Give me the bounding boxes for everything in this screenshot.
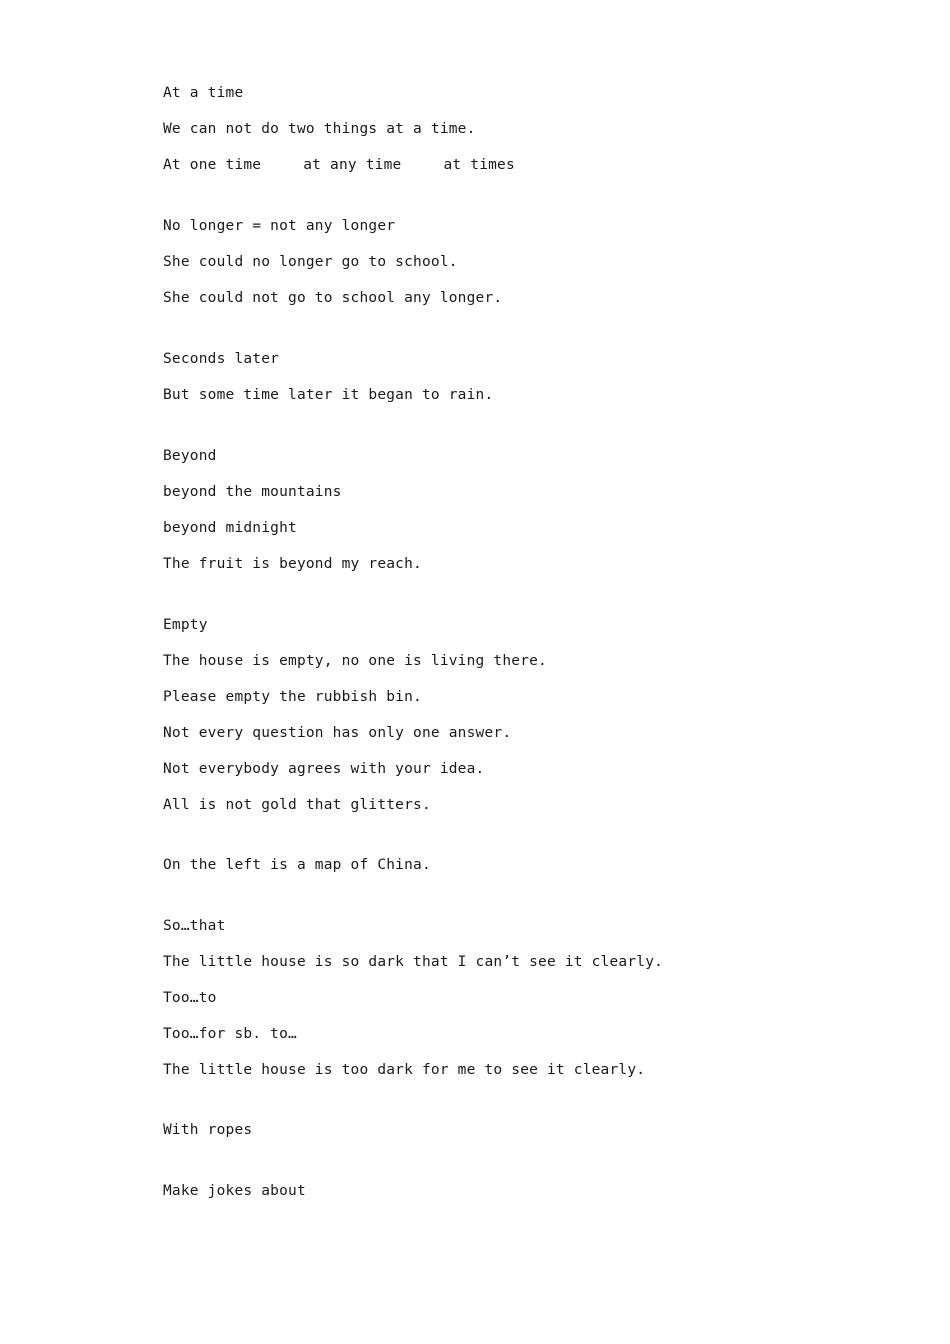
text-line: Beyond — [163, 448, 217, 464]
text-line: The little house is so dark that I can’t see it clearly. — [163, 954, 664, 970]
text-line: On the left is a map of China. — [163, 857, 431, 873]
text-line: She could not go to school any longer. — [163, 290, 503, 306]
text-line: The house is empty, no one is living there. — [163, 653, 547, 669]
text-line: So…that — [163, 918, 226, 934]
text-line: She could no longer go to school. — [163, 254, 458, 270]
text-line: Too…for sb. to… — [163, 1026, 297, 1042]
text-line: At a time — [163, 85, 244, 101]
text-line: beyond the mountains — [163, 484, 342, 500]
text-line: With ropes — [163, 1122, 253, 1138]
text-line: Too…to — [163, 990, 217, 1006]
text-line: Not everybody agrees with your idea. — [163, 761, 485, 777]
text-line: We can not do two things at a time. — [163, 121, 476, 137]
phrase: At one time — [163, 157, 262, 173]
text-line: Not every question has only one answer. — [163, 725, 512, 741]
phrase: at times — [443, 157, 515, 173]
text-line: The little house is too dark for me to see it clearly. — [163, 1062, 646, 1078]
text-line: All is not gold that glitters. — [163, 797, 431, 813]
text-line: Seconds later — [163, 351, 280, 367]
text-line: beyond midnight — [163, 520, 297, 536]
text-line: Empty — [163, 617, 208, 633]
text-line-phrases — [163, 156, 515, 174]
phrase: at any time — [303, 157, 402, 173]
text-line: The fruit is beyond my reach. — [163, 556, 422, 572]
text-line: Please empty the rubbish bin. — [163, 689, 422, 705]
text-line: Make jokes about — [163, 1183, 306, 1199]
text-line: But some time later it began to rain. — [163, 387, 494, 403]
text-line: No longer = not any longer — [163, 218, 396, 234]
